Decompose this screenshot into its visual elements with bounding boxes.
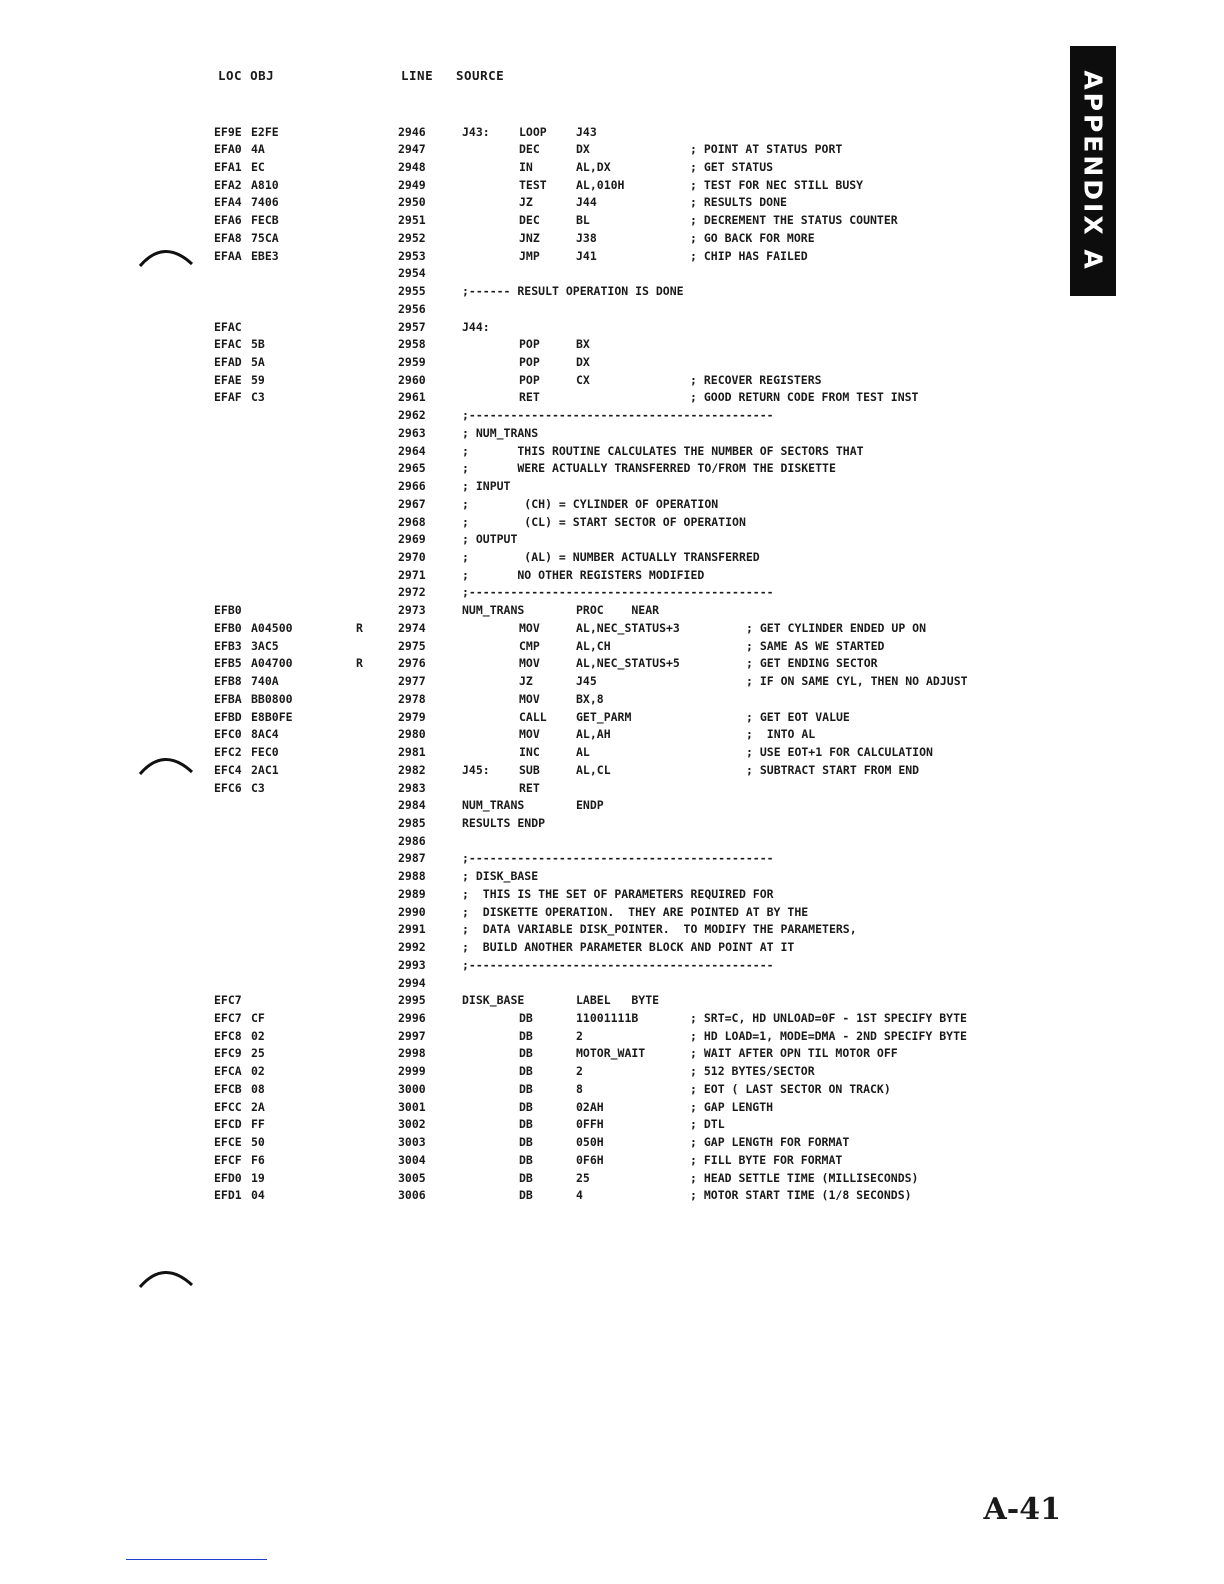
mnemonic: LOOP [519,124,547,139]
mnemonic: MOV [519,620,540,635]
loc-address: EFA0 [214,142,242,157]
mnemonic: DB [519,1117,533,1132]
line-number: 3000 [398,1081,426,1096]
line-number: 2948 [398,159,426,174]
object-code: A04700 [251,656,293,671]
loc-address: EFB8 [214,674,242,689]
loc-address: EFC0 [214,727,242,742]
mnemonic: DB [519,1011,533,1025]
object-code: 02 [251,1028,265,1043]
line-number: 2980 [398,727,426,742]
source-text: ; (CL) = START SECTOR OF OPERATION [462,514,746,529]
label: J44: [462,319,490,334]
operand: AL,CH [576,638,611,653]
line-number: 2962 [398,408,426,423]
mnemonic: DB [519,1152,533,1167]
operand: AL,010H [576,177,625,192]
operand: 8 [576,1081,583,1096]
line-number: 2979 [398,709,426,724]
line-number: 2961 [398,390,426,405]
loc-address: EFAE [214,372,242,387]
object-code: 4A [251,142,265,157]
loc-address: EF9E [214,124,242,139]
line-number: 2992 [398,940,426,955]
line-number: 3003 [398,1135,426,1150]
object-code: FF [251,1117,265,1132]
source-text: ; INPUT [462,479,511,494]
loc-address: EFCE [214,1135,242,1150]
object-code: EBE3 [251,248,279,263]
mnemonic: DB [519,1064,533,1079]
source-text: ; THIS ROUTINE CALCULATES THE NUMBER OF SECTORS THAT [462,443,864,458]
operand: 2 [576,1064,583,1079]
mnemonic: IN [519,159,533,174]
line-number: 2957 [398,319,426,334]
object-code: FEC0 [251,745,279,760]
line-number: 2973 [398,603,426,618]
object-code: 2AC1 [251,762,279,777]
object-code: A810 [251,177,279,192]
loc-address: EFA2 [214,177,242,192]
line-number: 2964 [398,443,426,458]
line-number: 2999 [398,1064,426,1079]
mnemonic: SUB [519,762,540,777]
mnemonic: CMP [519,638,540,653]
loc-address: EFAF [214,390,242,405]
operand: MOTOR_WAIT [576,1046,646,1061]
label: J43: [462,124,490,139]
divider [126,1559,267,1560]
appendix-tab [1070,46,1116,296]
column-header-loc-obj: LOC OBJ [218,68,275,83]
line-number: 2981 [398,745,426,760]
line-number: 2988 [398,869,426,884]
loc-address: EFC9 [214,1046,242,1061]
mnemonic: INC [519,745,540,760]
loc-address: EFBA [214,691,242,706]
comment: ; RECOVER REGISTERS [690,372,822,387]
mnemonic: DB [519,1170,533,1185]
line-number: 2991 [398,922,426,937]
mnemonic: POP [519,337,540,352]
mnemonic: DEC [519,142,540,157]
object-code: CF [251,1011,265,1025]
object-code: 5B [251,337,265,352]
comment: ; EOT ( LAST SECTOR ON TRACK) [690,1081,891,1096]
object-code: 3AC5 [251,638,279,653]
source-text: ; NUM_TRANS [462,425,539,440]
comment: ; CHIP HAS FAILED [690,248,808,263]
object-code: A04500 [251,620,293,635]
operand: 0F6H [576,1152,604,1167]
operand: 4 [576,1188,583,1203]
source-text: ; NO OTHER REGISTERS MODIFIED [462,567,705,582]
source-text: ; DATA VARIABLE DISK_POINTER. TO MODIFY THE PARAMETERS, [462,922,857,937]
line-number: 2971 [398,567,426,582]
comment: ; 512 BYTES/SECTOR [690,1064,815,1079]
source-text: ;-------------------------------------------- [462,585,774,600]
loc-address: EFCA [214,1064,242,1079]
line-number: 2985 [398,815,426,830]
line-number: 2968 [398,514,426,529]
line-number: 2974 [398,620,426,635]
operand: AL,NEC_STATUS+3 [576,620,680,635]
operand: AL [576,745,590,760]
operand: 25 [576,1170,590,1185]
line-number: 3005 [398,1170,426,1185]
comment: ; POINT AT STATUS PORT [690,142,843,157]
line-number: 2960 [398,372,426,387]
source-text: ; BUILD ANOTHER PARAMETER BLOCK AND POINT AT IT [462,940,795,955]
object-code: 740A [251,674,279,689]
loc-address: EFA8 [214,230,242,245]
line-number: 2983 [398,780,426,795]
label: NUM_TRANS [462,798,525,813]
operand: CX [576,372,590,387]
operand: DX [576,142,590,157]
line-number: 2969 [398,532,426,547]
operand: PROC NEAR [576,603,660,618]
object-code: F6 [251,1152,265,1167]
operand: J44 [576,195,597,210]
line-number: 2949 [398,177,426,192]
source-text: ;-------------------------------------------- [462,957,774,972]
comment: ; GET EOT VALUE [746,709,850,724]
comment: ; HEAD SETTLE TIME (MILLISECONDS) [690,1170,919,1185]
operand: 2 [576,1028,583,1043]
object-code: BB0800 [251,691,293,706]
operand: AL,CL [576,762,611,777]
label: DISK_BASE [462,993,525,1008]
loc-address: EFAC [214,319,242,334]
mnemonic: RET [519,390,540,405]
loc-address: EFD1 [214,1188,242,1203]
source-text: ; DISKETTE OPERATION. THEY ARE POINTED AT BY THE [462,904,809,919]
loc-address: EFA6 [214,213,242,228]
source-text: ;-------------------------------------------- [462,851,774,866]
line-number: 2967 [398,496,426,511]
line-number: 2994 [398,975,426,990]
loc-address: EFB0 [214,603,242,618]
comment: ; IF ON SAME CYL, THEN NO ADJUST [746,674,968,689]
label: J45: [462,762,490,777]
mnemonic: JNZ [519,230,540,245]
mnemonic: DB [519,1188,533,1203]
object-code: E8B0FE [251,709,293,724]
comment: ; GET ENDING SECTOR [746,656,878,671]
line-number: 2966 [398,479,426,494]
line-number: 2982 [398,762,426,777]
page-number: A-41 [983,1492,1061,1527]
operand: J41 [576,248,597,263]
comment: ; SAME AS WE STARTED [746,638,885,653]
source-text: ; WERE ACTUALLY TRANSFERRED TO/FROM THE DISKETTE [462,461,836,476]
line-number: 2965 [398,461,426,476]
mnemonic: JZ [519,674,533,689]
loc-address: EFCF [214,1152,242,1167]
operand: AL,NEC_STATUS+5 [576,656,680,671]
mnemonic: MOV [519,727,540,742]
object-code: 7406 [251,195,279,210]
line-number: 2996 [398,1011,426,1025]
line-number: 3002 [398,1117,426,1132]
operand: GET_PARM [576,709,632,724]
loc-address: EFAA [214,248,242,263]
loc-address: EFAD [214,354,242,369]
object-code: FECB [251,213,279,228]
operand: J43 [576,124,597,139]
object-code: 19 [251,1170,265,1185]
line-number: 2986 [398,833,426,848]
loc-address: EFD0 [214,1170,242,1185]
mnemonic: POP [519,354,540,369]
line-number: 2958 [398,337,426,352]
object-code: C3 [251,780,265,795]
comment: ; GET CYLINDER ENDED UP ON [746,620,927,635]
mnemonic: DB [519,1028,533,1043]
label: NUM_TRANS [462,603,525,618]
comment: ; GOOD RETURN CODE FROM TEST INST [690,390,919,405]
object-code: 59 [251,372,265,387]
source-text: ; (CH) = CYLINDER OF OPERATION [462,496,719,511]
line-number: 2978 [398,691,426,706]
comment: ; GO BACK FOR MORE [690,230,815,245]
loc-address: EFCC [214,1099,242,1114]
loc-address: EFC4 [214,762,242,777]
mnemonic: DEC [519,213,540,228]
line-number: 2984 [398,798,426,813]
comment: ; TEST FOR NEC STILL BUSY [690,177,864,192]
loc-address: EFAC [214,337,242,352]
line-number: 2952 [398,230,426,245]
operand: BX,8 [576,691,604,706]
comment: ; WAIT AFTER OPN TIL MOTOR OFF [690,1046,898,1061]
operand: BX [576,337,590,352]
source-text: ;------ RESULT OPERATION IS DONE [462,284,684,299]
loc-address: EFB5 [214,656,242,671]
object-code: 5A [251,354,265,369]
loc-address: EFC6 [214,780,242,795]
comment: ; DTL [690,1117,725,1132]
comment: ; DECREMENT THE STATUS COUNTER [690,213,898,228]
object-code: EC [251,159,265,174]
comment: ; SUBTRACT START FROM END [746,762,920,777]
line-number: 2976 [398,656,426,671]
line-number: 2989 [398,886,426,901]
object-code: 2A [251,1099,265,1114]
object-code: C3 [251,390,265,405]
relocation-flag: R [356,656,363,671]
relocation-flag: R [356,620,363,635]
line-number: 2963 [398,425,426,440]
loc-address: EFC8 [214,1028,242,1043]
line-number: 2995 [398,993,426,1008]
source-text: RESULTS ENDP [462,815,546,830]
mnemonic: DB [519,1135,533,1150]
line-number: 2959 [398,354,426,369]
operand: BL [576,213,590,228]
operand: 11001111B [576,1011,639,1025]
binding-mark [138,1265,194,1289]
operand: LABEL BYTE [576,993,660,1008]
loc-address: EFA4 [214,195,242,210]
mnemonic: DB [519,1046,533,1061]
appendix-tab-label: APPENDIX A [1078,70,1108,272]
mnemonic: MOV [519,656,540,671]
column-header-line: LINE [401,68,434,83]
comment: ; HD LOAD=1, MODE=DMA - 2ND SPECIFY BYTE [690,1028,967,1043]
source-text: ; DISK_BASE [462,869,539,884]
line-number: 2947 [398,142,426,157]
operand: ENDP [576,798,604,813]
object-code: 04 [251,1188,265,1203]
line-number: 2990 [398,904,426,919]
mnemonic: MOV [519,691,540,706]
line-number: 2977 [398,674,426,689]
source-text: ;-------------------------------------------- [462,408,774,423]
object-code: 8AC4 [251,727,279,742]
loc-address: EFBD [214,709,242,724]
mnemonic: POP [519,372,540,387]
operand: 02AH [576,1099,604,1114]
comment: ; MOTOR START TIME (1/8 SECONDS) [690,1188,912,1203]
comment: ; SRT=C, HD UNLOAD=0F - 1ST SPECIFY BYTE [690,1011,967,1025]
object-code: 50 [251,1135,265,1150]
mnemonic: RET [519,780,540,795]
line-number: 2951 [398,213,426,228]
comment: ; GET STATUS [690,159,774,174]
operand: 050H [576,1135,604,1150]
comment: ; RESULTS DONE [690,195,787,210]
operand: J45 [576,674,597,689]
object-code: 08 [251,1081,265,1096]
object-code: E2FE [251,124,279,139]
line-number: 2975 [398,638,426,653]
line-number: 2997 [398,1028,426,1043]
mnemonic: DB [519,1081,533,1096]
column-header-source: SOURCE [456,68,505,83]
object-code: 25 [251,1046,265,1061]
loc-address: EFC7 [214,993,242,1008]
loc-address: EFCD [214,1117,242,1132]
loc-address: EFB3 [214,638,242,653]
source-text: ; THIS IS THE SET OF PARAMETERS REQUIRED FOR [462,886,774,901]
line-number: 2955 [398,284,426,299]
operand: 0FFH [576,1117,604,1132]
binding-mark [138,752,194,776]
mnemonic: TEST [519,177,547,192]
loc-address: EFA1 [214,159,242,174]
line-number: 2950 [398,195,426,210]
line-number: 3001 [398,1099,426,1114]
line-number: 2972 [398,585,426,600]
mnemonic: JZ [519,195,533,210]
line-number: 2953 [398,248,426,263]
source-text: ; OUTPUT [462,532,518,547]
mnemonic: JMP [519,248,540,263]
mnemonic: CALL [519,709,547,724]
comment: ; USE EOT+1 FOR CALCULATION [746,745,933,760]
source-text: ; (AL) = NUMBER ACTUALLY TRANSFERRED [462,550,760,565]
line-number: 3004 [398,1152,426,1167]
operand: AL,DX [576,159,611,174]
line-number: 2987 [398,851,426,866]
mnemonic: DB [519,1099,533,1114]
line-number: 2954 [398,266,426,281]
line-number: 2998 [398,1046,426,1061]
comment: ; INTO AL [746,727,816,742]
line-number: 2970 [398,550,426,565]
operand: DX [576,354,590,369]
comment: ; GAP LENGTH [690,1099,774,1114]
comment: ; GAP LENGTH FOR FORMAT [690,1135,850,1150]
line-number: 2946 [398,124,426,139]
object-code: 02 [251,1064,265,1079]
loc-address: EFCB [214,1081,242,1096]
loc-address: EFB0 [214,620,242,635]
object-code: 75CA [251,230,279,245]
loc-address: EFC7 [214,1011,242,1025]
line-number: 3006 [398,1188,426,1203]
line-number: 2993 [398,957,426,972]
line-number: 2956 [398,301,426,316]
comment: ; FILL BYTE FOR FORMAT [690,1152,843,1167]
operand: AL,AH [576,727,611,742]
binding-mark [138,244,194,268]
operand: J38 [576,230,597,245]
loc-address: EFC2 [214,745,242,760]
